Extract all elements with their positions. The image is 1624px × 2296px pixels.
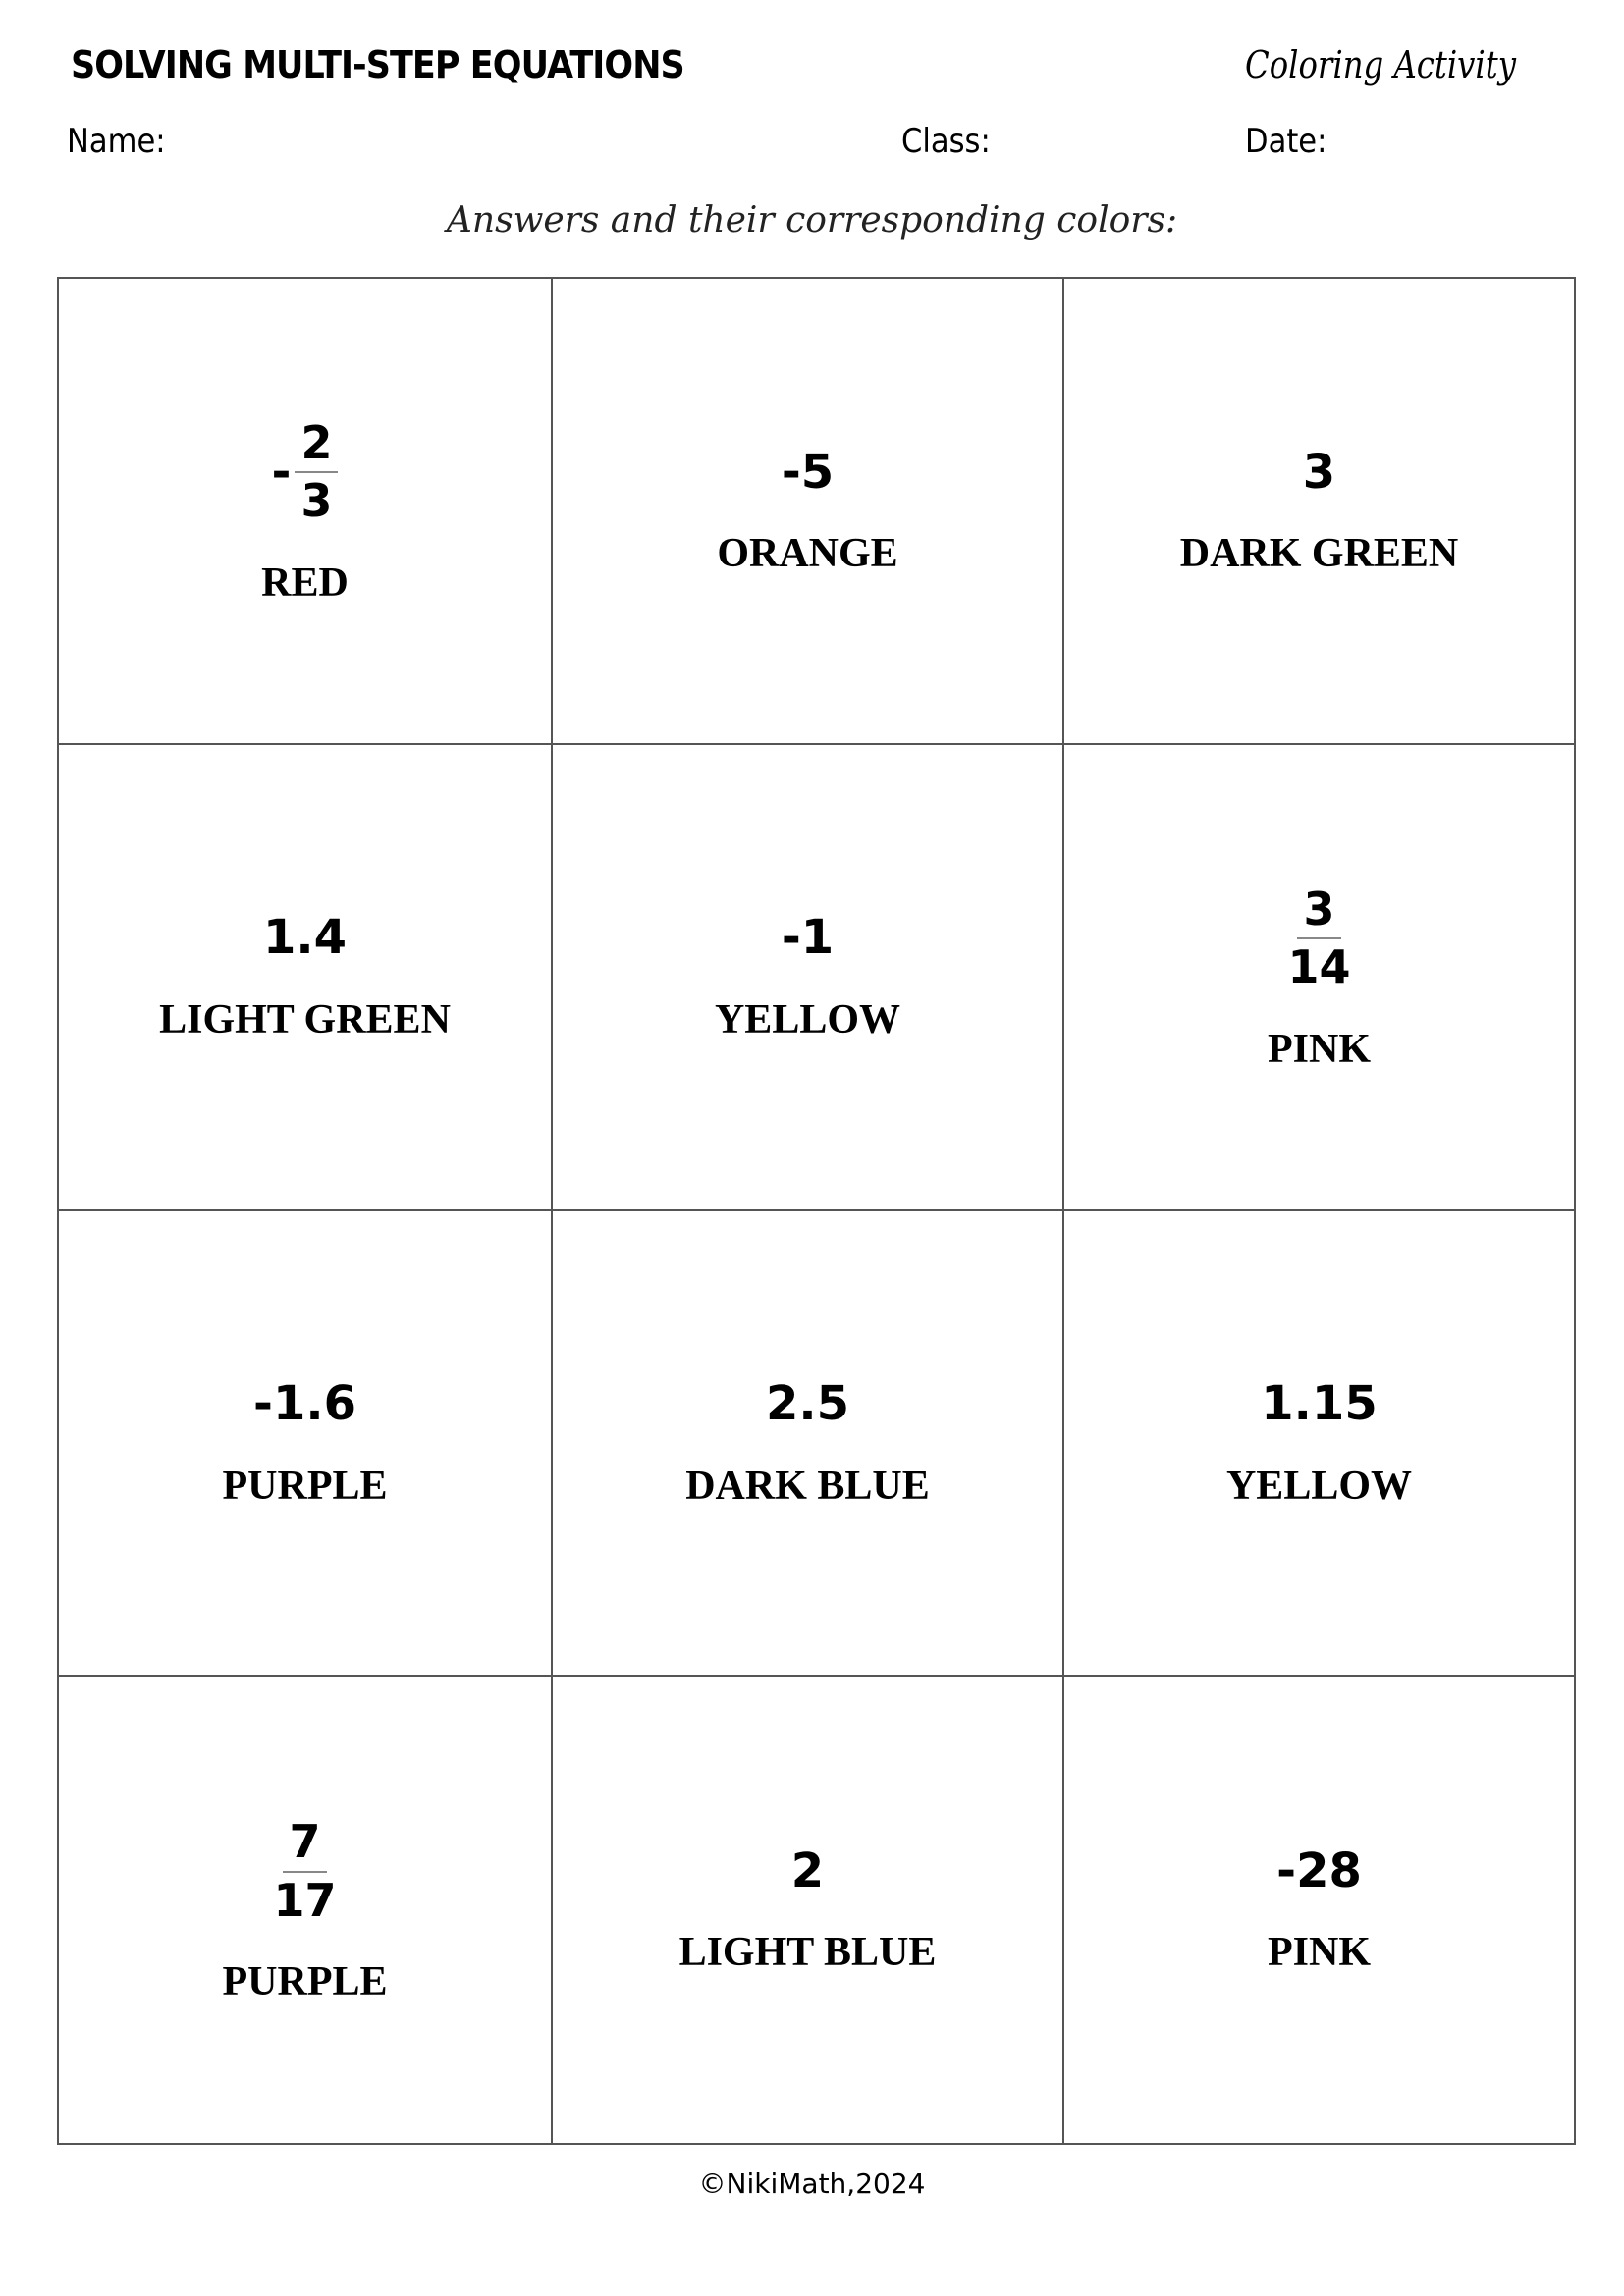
color-label: YELLOW: [1225, 1463, 1413, 1509]
color-label: RED: [261, 560, 349, 606]
copyright-footer: ©NikiMath,2024: [698, 2167, 926, 2200]
answer-value: 2.5: [765, 1376, 850, 1432]
fraction-sign: -: [271, 445, 292, 501]
answer-cell: [553, 745, 1064, 1211]
color-label: DARK BLUE: [685, 1463, 930, 1509]
answer-cell: [1064, 279, 1574, 745]
answer-color-grid: [57, 277, 1576, 2145]
color-label: YELLOW: [714, 996, 901, 1042]
color-label: PURPLE: [222, 1463, 388, 1509]
fraction-value: [1287, 881, 1350, 996]
answer-value: -1: [781, 910, 835, 966]
answer-cell: [553, 1211, 1064, 1678]
color-label: PURPLE: [222, 1959, 388, 2005]
answer-value: 1.4: [262, 910, 348, 966]
answer-cell: [59, 1677, 553, 2143]
denominator: 14: [1287, 940, 1351, 994]
worksheet-title: SOLVING MULTI-STEP EQUATIONS: [71, 43, 684, 86]
numerator: 7: [283, 1814, 326, 1873]
denominator: 17: [273, 1873, 337, 1927]
answer-cell: [553, 279, 1064, 745]
answer-value: 3: [1302, 444, 1336, 500]
numerator: 3: [1297, 881, 1340, 940]
answer-cell: [1064, 1677, 1574, 2143]
answer-cell: [1064, 745, 1574, 1211]
color-label: ORANGE: [717, 531, 898, 577]
answer-cell: [553, 1677, 1064, 2143]
color-label: LIGHT BLUE: [678, 1930, 937, 1976]
name-label: Name:: [67, 122, 166, 161]
answer-value: -1.6: [253, 1376, 356, 1432]
color-label: PINK: [1268, 1930, 1371, 1976]
answer-value: -5: [781, 444, 835, 500]
numerator: 2: [295, 415, 338, 474]
answer-cell: [59, 1211, 553, 1678]
fraction-value: [272, 415, 339, 530]
color-label: DARK GREEN: [1179, 531, 1459, 577]
answer-cell: [59, 745, 553, 1211]
class-label: Class:: [901, 122, 991, 161]
date-label: Date:: [1245, 122, 1327, 161]
answer-value: -28: [1276, 1842, 1362, 1898]
answer-cell: [59, 279, 553, 745]
activity-label: Coloring Activity: [1245, 43, 1516, 86]
fraction-value: [273, 1814, 336, 1929]
denominator: 3: [300, 474, 333, 528]
color-label: PINK: [1268, 1026, 1371, 1072]
answer-value: 1.15: [1261, 1376, 1378, 1432]
answer-value: 2: [790, 1842, 825, 1898]
color-label: LIGHT GREEN: [159, 996, 451, 1042]
answers-subtitle: Answers and their corresponding colors:: [446, 200, 1178, 240]
answer-cell: [1064, 1211, 1574, 1678]
